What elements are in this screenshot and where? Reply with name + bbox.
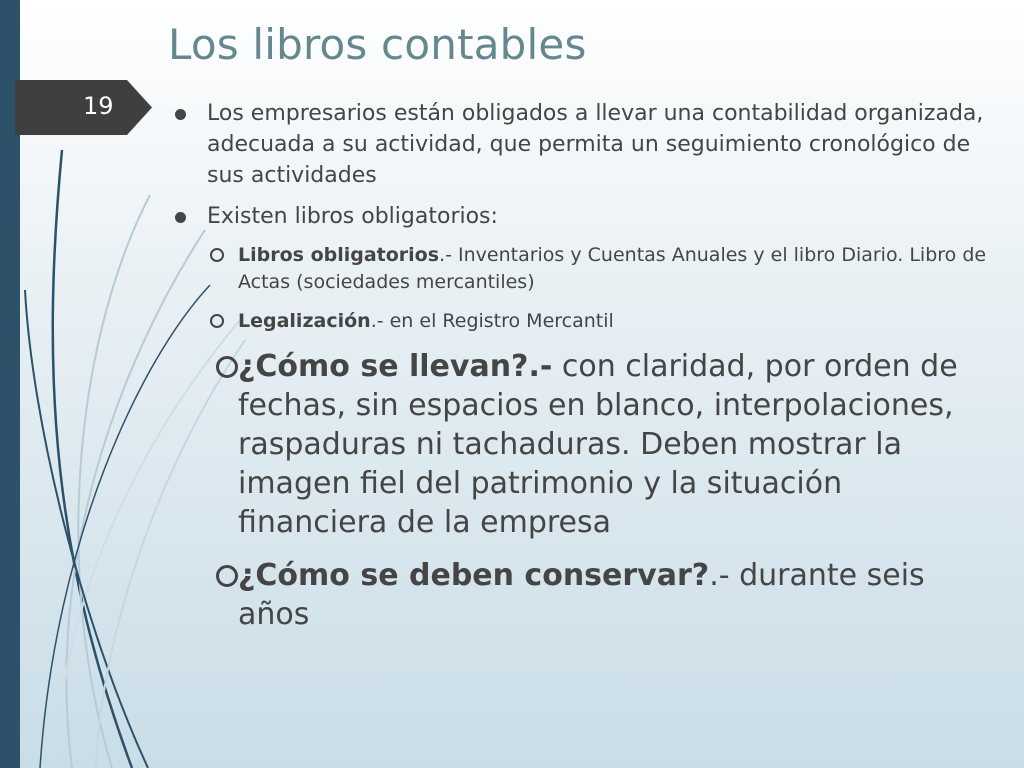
slide-number: 19 (83, 92, 114, 120)
bullet-dot-icon (175, 212, 186, 223)
sub-bullet-text: .- en el Registro Mercantil (370, 310, 614, 332)
sub-bullet-text: .- durante seis años (238, 558, 925, 632)
sub-bullet-item (170, 242, 990, 296)
bullet-ring-icon (210, 248, 224, 262)
bullet-item (170, 201, 990, 232)
bullet-ring-icon (216, 356, 238, 378)
sub-bullet-text: .- Inventarios y Cuentas Anuales y el libro Diario. Libro de Actas (sociedades mercantiles) (238, 244, 987, 293)
slide-title: Los libros contables (168, 20, 587, 69)
sub-bullet-bold: ¿Cómo se deben conservar? (238, 558, 710, 593)
sub-bullet-text: con claridad, por orden de fechas, sin espacios en blanco, interpolaciones, raspaduras ni tachaduras. Deben mostrar la imagen fiel del patrimonio y la situación financiera de la empresa (238, 349, 958, 540)
sub-bullet-item (170, 347, 990, 542)
bullet-text: Existen libros obligatorios: (207, 204, 498, 229)
sub-bullet-bold: Legalización (238, 310, 371, 332)
bullet-ring-icon (216, 565, 238, 587)
sub-bullet-bold: Libros obligatorios (238, 244, 440, 266)
sub-bullet-bold: ¿Cómo se llevan?.- (238, 349, 553, 384)
slide-content (170, 98, 990, 648)
sub-bullet-item (170, 556, 990, 634)
bullet-item (170, 98, 990, 191)
bullet-text: Los empresarios están obligados a llevar una contabilidad organizada, adecuada a su actividad, que permita un seguimiento cronológico de sus actividades (207, 101, 984, 188)
bullet-dot-icon (175, 109, 186, 120)
sub-bullet-item (170, 308, 990, 335)
bullet-ring-icon (210, 314, 224, 328)
